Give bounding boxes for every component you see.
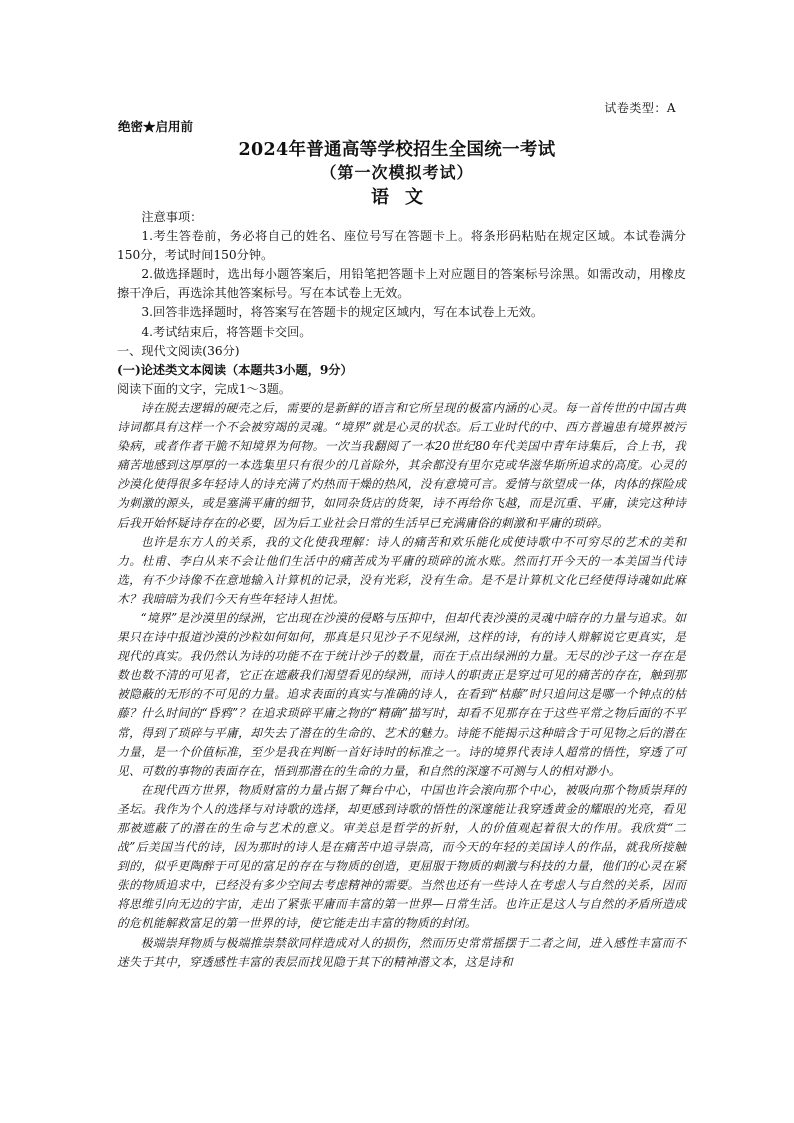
exam-type-label: 试卷类型：A <box>604 101 676 115</box>
notice-item-4: 4.考试结束后，将答题卡交回。 <box>141 324 312 339</box>
passage-paragraph-4: 在现代西方世界，物质财富的力量占据了舞台中心，中国也许会滚向那个中心，被吸向那个物质崇拜的圣坛。我作为个人的选择与对诗歌的选择，却更感到诗歌的悟性的深邃能让我穿透黄金的耀眼的光亮，看见那被遮蔽了的潜在的生命与艺术的意义。审美总是哲学的折射，人的价值观起着很大的作用。我欣赏“二战”后美国当代的诗，因为那时的诗人是在痛苦中追寻崇高，而今天的年轻的美国诗人的作品，就我所接触到的，似乎更陶醉于可见的富足的存在与物质的创造，更屈服于物质的刺激与科技的力量，他们的心灵在紧张的物质追求中，已经没有多少空间去考虑精神的需要。当然也还有一些诗人在考虑人与自然的关系，因而将思维引向无边的宇宙，走出了紧张平庸而丰富的第一世界—日常生活。也许正是这人与自然的矛盾所造成的危机能解救富足的第一世界的诗，使它能走出丰富的物质的封闭。 <box>117 782 686 931</box>
passage-paragraph-1: 诗在脱去逻辑的硬壳之后，需要的是新鲜的语言和它所呈现的极富内涵的心灵。每一首传世的中国古典诗词都具有这样一个不会被穷竭的灵魂。“境界”就是心灵的状态。后工业时代的中、西方普遍患有境界被污染病，或者作者干脆不知境界为何物。一次当我翻阅了一本20世纪80年代美国中青年诗集后，合上书，我痛苦地感到这厚厚的一本选集里只有很少的几首除外，其余都没有里尔克或华滋华斯所追求的高度。心灵的沙漠化使得很多年轻诗人的诗充满了灼热而干燥的热风，没有意境可言。爱情与欲望成一体，肉体的探险成为刺激的源头，或是塞满平庸的细节，如同杂货店的货架，诗不再给你飞越，而是沉重、平庸，读完这种诗后我开始怀疑诗存在的必要，因为后工业社会日常的生活早已充满庸俗的刺激和平庸的琐碎。 <box>117 400 686 530</box>
exam-subtitle: （第一次模拟考试） <box>320 163 474 182</box>
section-heading: 一、现代文阅读(36分) <box>117 343 240 358</box>
passage-paragraph-5: 极端崇拜物质与极端推崇禁欲同样造成对人的损伤，然而历史常常摇摆于二者之间，进入感性丰富而不迷失于其中，穿透感性丰富的表层而找见隐于其下的精神潜文本，这是诗和 <box>117 935 686 969</box>
subject-title: 语文 <box>371 187 439 208</box>
exam-body <box>117 208 686 972</box>
notice-item-3: 3.回答非选择题时，将答案写在答题卡的规定区域内，写在本试卷上无效。 <box>141 305 544 320</box>
passage-paragraph-2: 也许是东方人的关系，我的文化使我理解：诗人的痛苦和欢乐能化成使诗歌中不可穷尽的艺术的美和力。杜甫、李白从来不会让他们生活中的痛苦成为平庸的琐碎的流水账。然而打开今天的一本美国当代诗选，有不少诗像不在意地输入计算机的记录，没有光彩，没有生命。是不是计算机文化已经使得诗魂如此麻木？我暗暗为我们今天有些年轻诗人担忧。 <box>117 534 686 606</box>
passage-paragraph-3: “境界”是沙漠里的绿洲，它出现在沙漠的侵略与压抑中，但却代表沙漠的灵魂中暗存的力量与追求。如果只在诗中报道沙漠的沙粒如何如何，那真是只见沙子不见绿洲，这样的诗，有的诗人辩解说它更真实，是现代的真实。我仍然认为诗的功能不在于统计沙子的数量，而在于点出绿洲的力量。无尽的沙子这一存在是数也数不清的可见者，它正在遮蔽我们渴望看见的绿洲，而诗人的职责正是穿过可见的痛苦的存在，触到那被隐蔽的无形的不可见的力量。追求表面的真实与准确的诗人，在看到“枯藤”时只追问这是哪一个钟点的枯藤？什么时间的“昏鸦”？在追求琐碎平庸之物的“精确”描写时，却看不见那存在于这些平常之物后面的不平常，得到了琐碎与平庸，却失去了潜在的生命的、艺术的魅力。诗能不能揭示这种暗含于可见物之后的潜在力量，是一个价值标准，至少是我在判断一首好诗时的标准之一。诗的境界代表诗人超常的悟性，穿透了可见、可数的事物的表面存在，悟到那潜在的生命的力量，和自然的深邃不可测与人的相对渺小。 <box>117 610 686 778</box>
notice-item-1: 1.考生答卷前，务必将自己的姓名、座位号写在答题卡上。将条形码粘贴在规定区域。本试卷满分150分，考试时间150分钟。 <box>117 229 686 263</box>
reading-instruction: 阅读下面的文字，完成1～3题。 <box>117 381 291 396</box>
notice-item-2: 2.做选择题时，选出每小题答案后，用铅笔把答题卡上对应题目的答案标号涂黑。如需改动，用橡皮擦干净后，再选涂其他答案标号。写在本试卷上无效。 <box>117 267 686 301</box>
subsection-heading: (一)论述类文本阅读（本题共3小题，9分） <box>117 362 353 377</box>
exam-title: 2024年普通高等学校招生全国统一考试 <box>238 140 556 160</box>
reading-passage <box>117 399 686 972</box>
confidential-mark: 绝密★启用前 <box>118 119 194 134</box>
notice-heading: 注意事项： <box>141 210 203 224</box>
